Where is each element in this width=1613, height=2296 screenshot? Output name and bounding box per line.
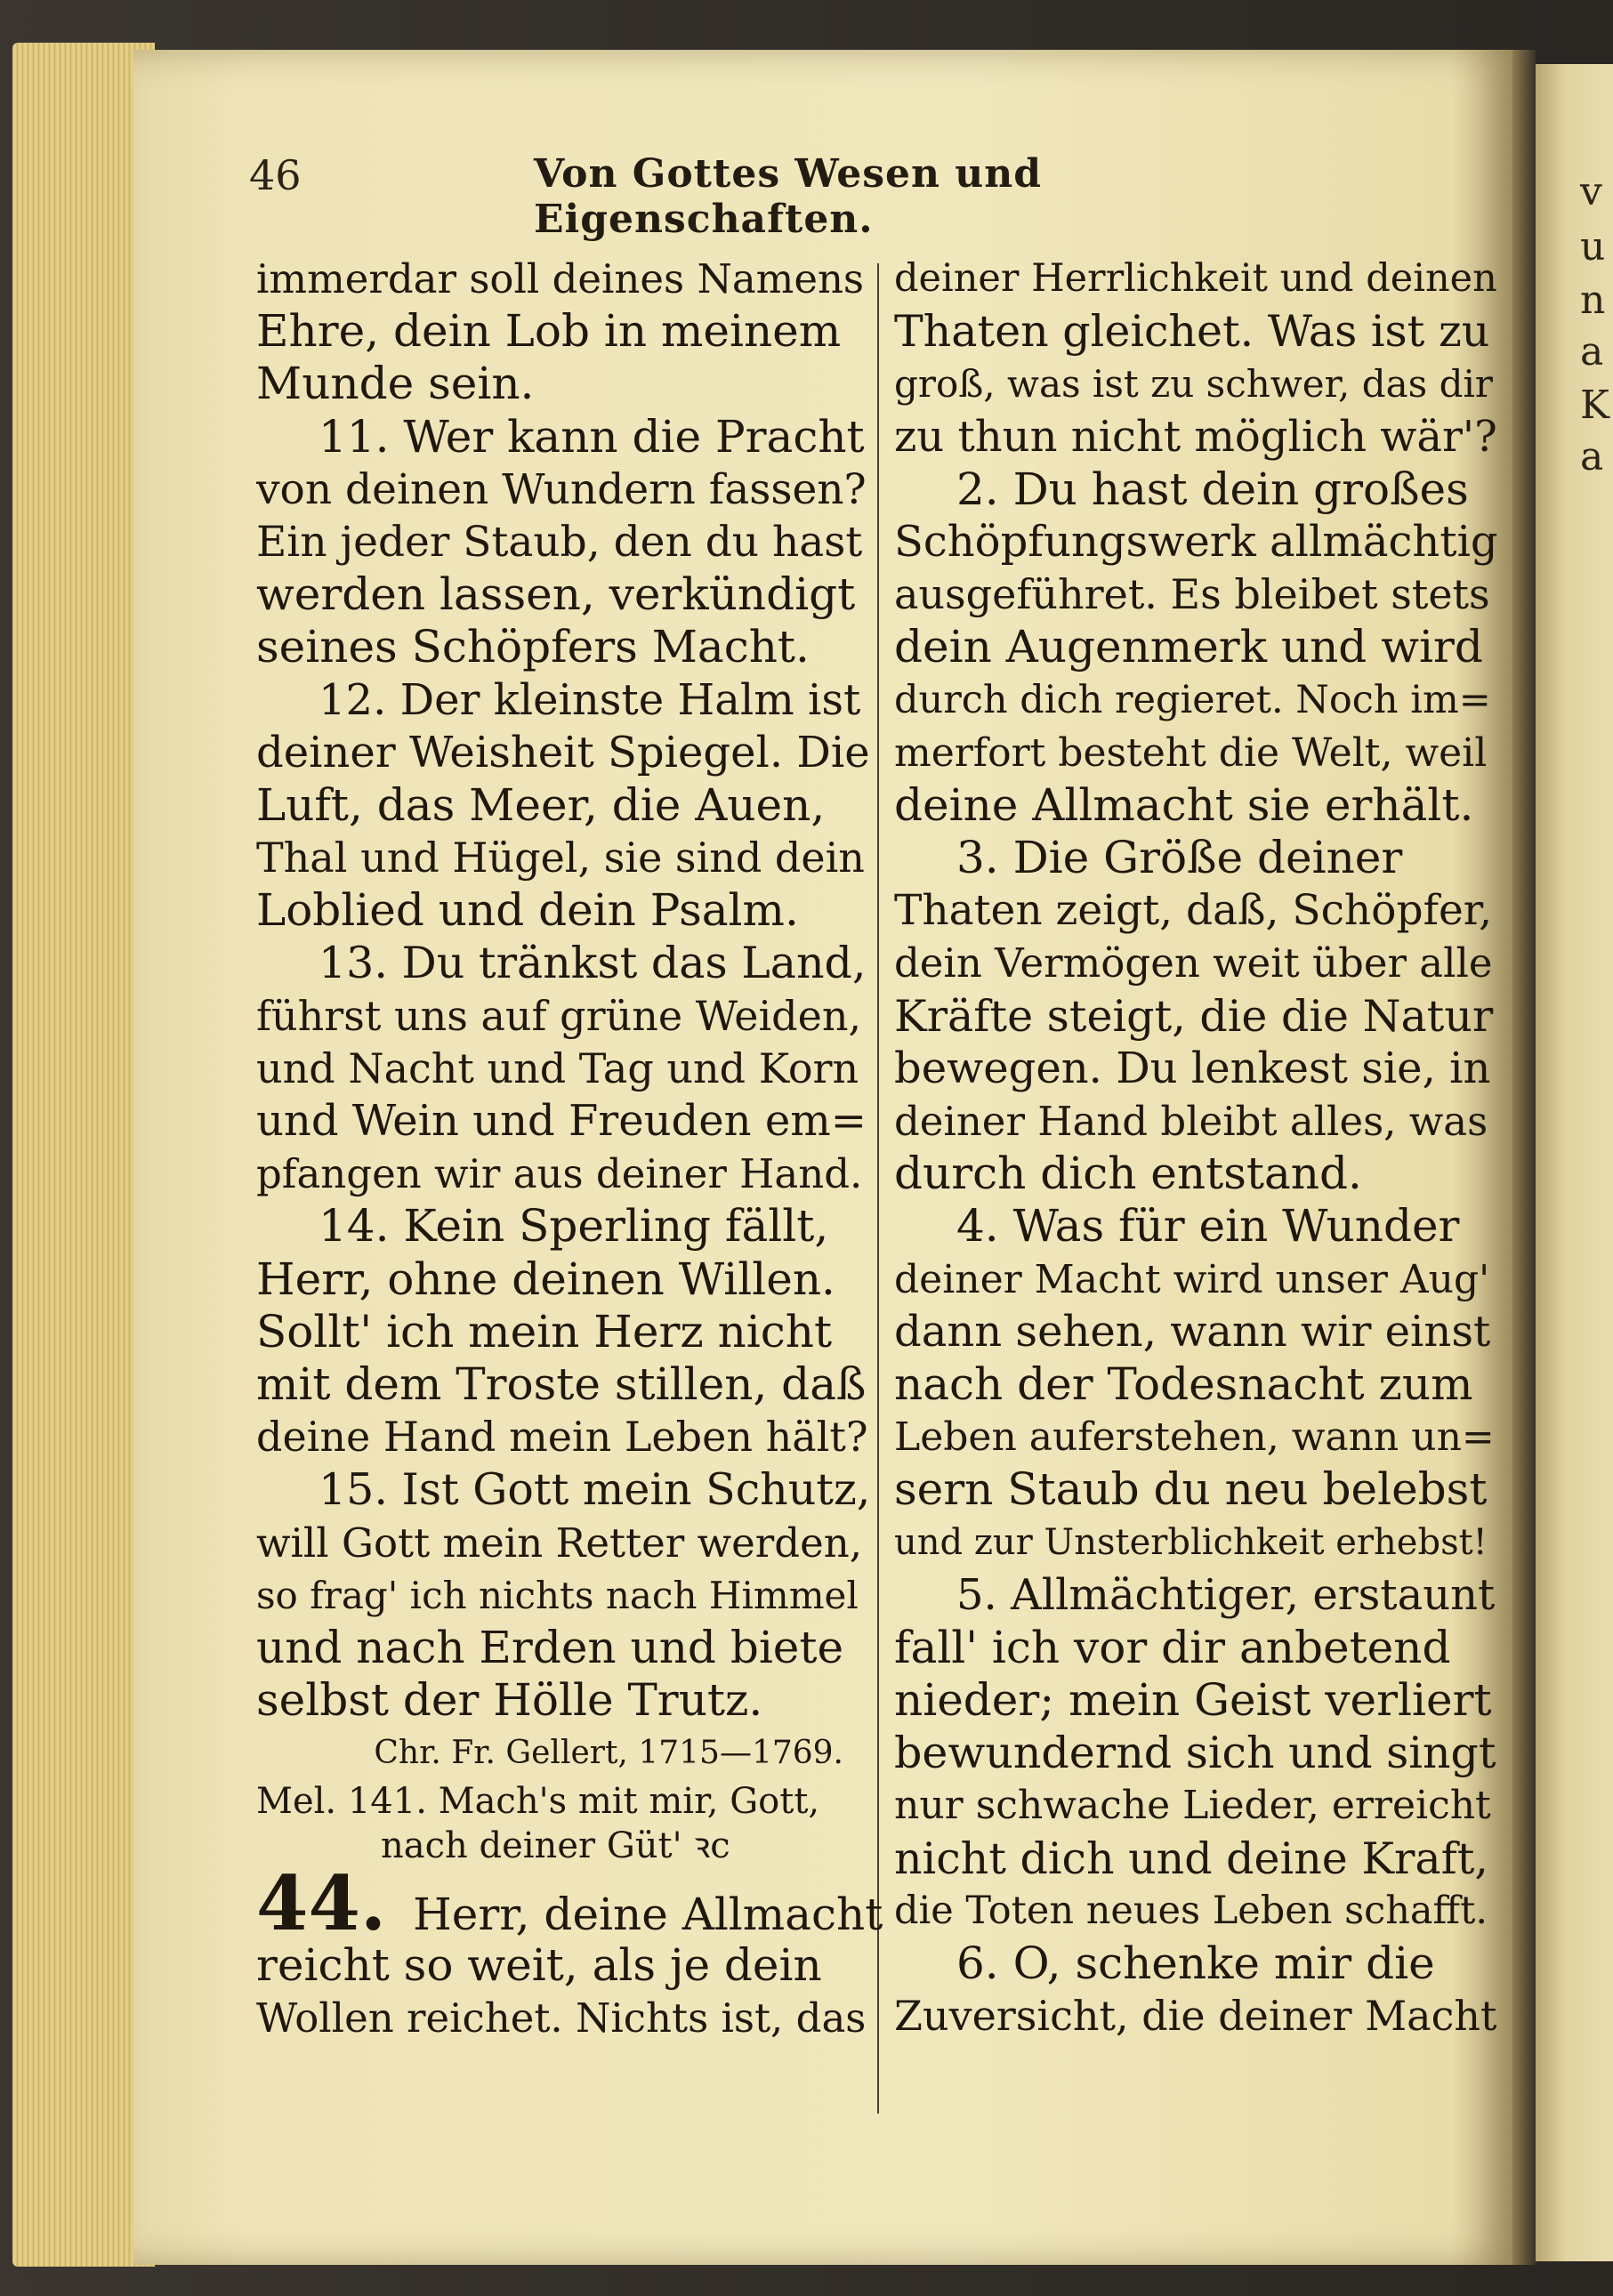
text-line: Ehre, dein Lob in meinem [256,305,842,358]
text-line: Herr, ohne deinen Willen. [256,1253,835,1305]
next-page-fragment: n [1580,278,1606,323]
text-line: von deinen Wundern fassen? [256,464,867,514]
verse-start: 13. Du tränkst das Land, [319,938,867,989]
text-line: Wollen reichet. Nichts ist, das [256,1994,867,2042]
hymn-start [256,1859,883,1948]
text-line: bewundernd sich und singt [894,1728,1496,1779]
text-line: dein Augenmerk und wird [894,621,1483,673]
text-line: Schöpfungswerk allmächtig [894,516,1498,567]
book-gutter [1512,50,1536,2265]
text-line: deine Hand mein Leben hält? [256,1413,868,1462]
verse-start: 2. Du hast dein großes [956,463,1469,515]
text-line: Zuversicht, die deiner Macht [894,1992,1497,2041]
text-line: und nach Erden und biete [256,1621,844,1673]
text-line: selbst der Hölle Trutz. [256,1674,763,1727]
text-line: deiner Herrlichkeit und deinen [894,256,1497,301]
text-line: dein Vermögen weit über alle [894,939,1493,987]
text-line: Thaten zeigt, daß, Schöpfer, [894,886,1493,936]
text-line: Sollt' ich mein Herz nicht [256,1305,833,1357]
text-line: nach der Todesnacht zum [894,1357,1473,1410]
text-line: und zur Unsterblichkeit erhebst! [894,1521,1488,1563]
text-line: so frag' ich nichts nach Himmel [256,1573,859,1617]
text-line: durch dich entstand. [894,1148,1362,1200]
text-line: dann sehen, wann wir einst [894,1306,1491,1357]
text-line: Ein jeder Staub, den du hast [256,517,863,567]
text-line: deiner Macht wird unser Aug' [894,1256,1490,1302]
page-number: 46 [249,151,302,199]
text-line: nicht dich und deine Kraft, [894,1833,1488,1884]
text-line: bewegen. Du lenkest sie, in [894,1043,1491,1093]
text-line: Luft, das Meer, die Auen, [256,778,826,831]
verse-start: 12. Der kleinste Halm ist [319,674,861,725]
text-line: Thaten gleichet. Was ist zu [894,306,1490,358]
verse-start: 6. O, schenke mir die [956,1938,1435,1989]
text-line: pfangen wir aus deiner Hand. [256,1150,863,1198]
verse-start: 14. Kein Sperling fällt, [319,1200,829,1253]
verse-start: 15. Ist Gott mein Schutz, [319,1464,870,1516]
text-line: fall' ich vor dir anbetend [894,1621,1451,1673]
next-page-fragment: a [1580,434,1604,479]
text-line: führst uns auf grüne Weiden, [256,991,862,1040]
text-line: Leben auferstehen, wann un= [894,1414,1495,1461]
text-line: deiner Weisheit Spiegel. Die [256,727,870,777]
right-column [894,253,1499,2042]
verse-start: 4. Was für ein Wunder [956,1200,1460,1253]
text-line: sern Staub du neu belebst [894,1463,1488,1516]
text-line: nur schwache Lieder, erreicht [894,1783,1491,1829]
text-line: werden lassen, verkündigt [256,568,856,621]
next-page-fragment: u [1580,224,1606,270]
next-page-fragment: v [1580,169,1602,214]
text-line: will Gott mein Retter werden, [256,1519,862,1567]
text-line: die Toten neues Leben schafft. [894,1888,1488,1933]
text-line: Loblied und dein Psalm. [256,884,799,937]
hymn-first-line: Herr, deine Allmacht [413,1889,883,1941]
text-line: deine Allmacht sie erhält. [894,778,1474,831]
verse-start: 5. Allmächtiger, erstaunt [956,1569,1496,1620]
text-line: seines Schöpfers Macht. [256,621,810,673]
column-divider [877,263,879,2114]
text-line: Kräfte steigt, die die Natur [894,990,1494,1042]
text-line: zu thun nicht möglich wär'? [894,411,1497,462]
text-line: reicht so weit, als je dein [256,1939,822,1992]
text-line: nieder; mein Geist verliert [894,1674,1492,1727]
text-line: immerdar soll deines Namens [256,255,865,302]
text-line: und Wein und Freuden em= [256,1096,867,1146]
text-line: deiner Hand bleibt alles, was [894,1098,1488,1145]
next-page-edge [1536,64,1613,2261]
melody-reference-cont: nach deiner Güt' ꝛc [381,1825,730,1867]
text-line: und Nacht und Tag und Korn [256,1043,859,1092]
verse-start: 3. Die Größe deiner [956,832,1403,884]
text-line: merfort besteht die Welt, weil [894,729,1488,776]
next-page-fragment: a [1580,329,1604,375]
melody-reference: Mel. 141. Mach's mit mir, Gott, [256,1781,820,1823]
verse-start: 11. Wer kann die Pracht [319,410,865,463]
left-column [256,253,883,2045]
hymn-number: 44. [256,1859,387,1948]
text-line: durch dich regieret. Noch im= [894,677,1491,722]
text-line: ausgeführet. Es bleibet stets [894,570,1490,619]
running-head [249,151,1272,242]
page-header-title: Von Gottes Wesen und Eigenschaften. [534,151,1043,242]
hymn-attribution: Chr. Fr. Gellert, 1715—1769. [374,1735,843,1772]
text-line: mit dem Troste stillen, daß [256,1357,867,1410]
text-line: Munde sein. [256,358,535,410]
next-page-fragment: K [1580,383,1609,428]
text-line: groß, was ist zu schwer, das dir [894,362,1493,407]
text-line: Thal und Hügel, sie sind dein [256,834,865,882]
